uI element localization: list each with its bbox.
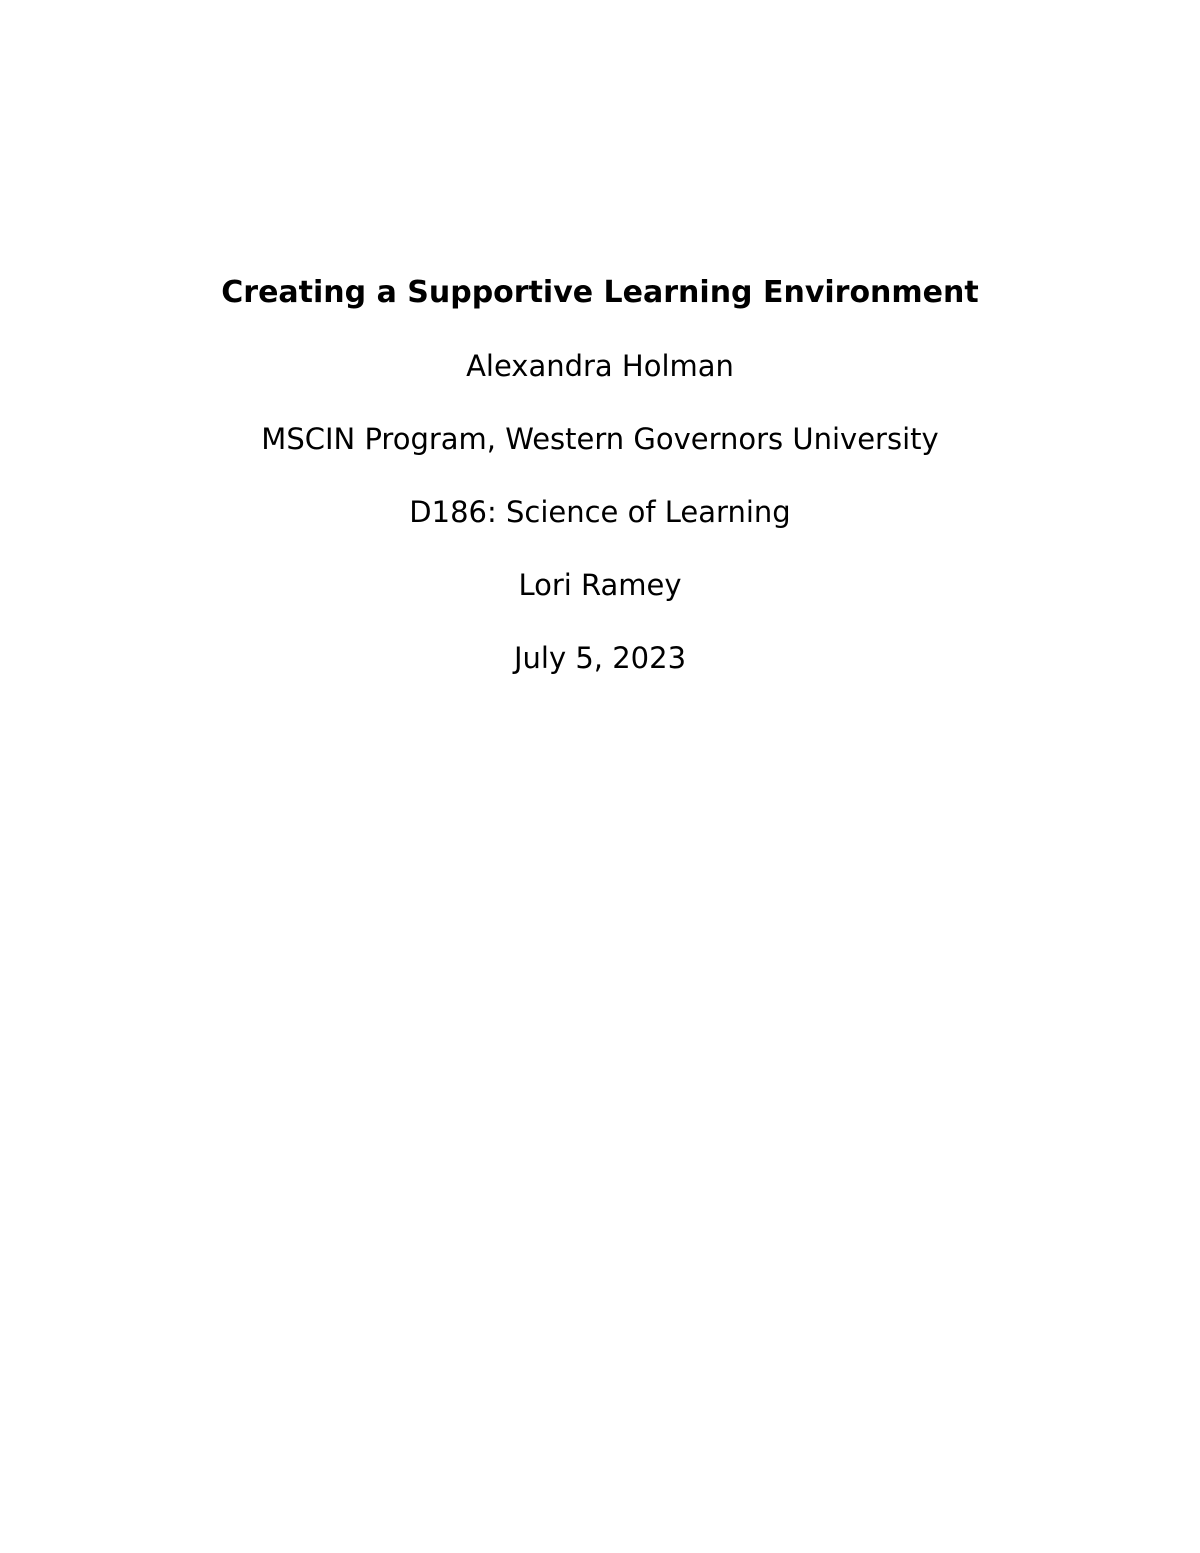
- instructor-name: Lori Ramey: [518, 568, 682, 602]
- author-name: Alexandra Holman: [466, 349, 734, 383]
- course-name: D186: Science of Learning: [409, 495, 791, 529]
- title-block: [0, 275, 1200, 713]
- submission-date: July 5, 2023: [513, 641, 687, 675]
- paper-title: Creating a Supportive Learning Environment: [221, 275, 979, 310]
- institutional-affiliation: MSCIN Program, Western Governors University: [261, 422, 939, 456]
